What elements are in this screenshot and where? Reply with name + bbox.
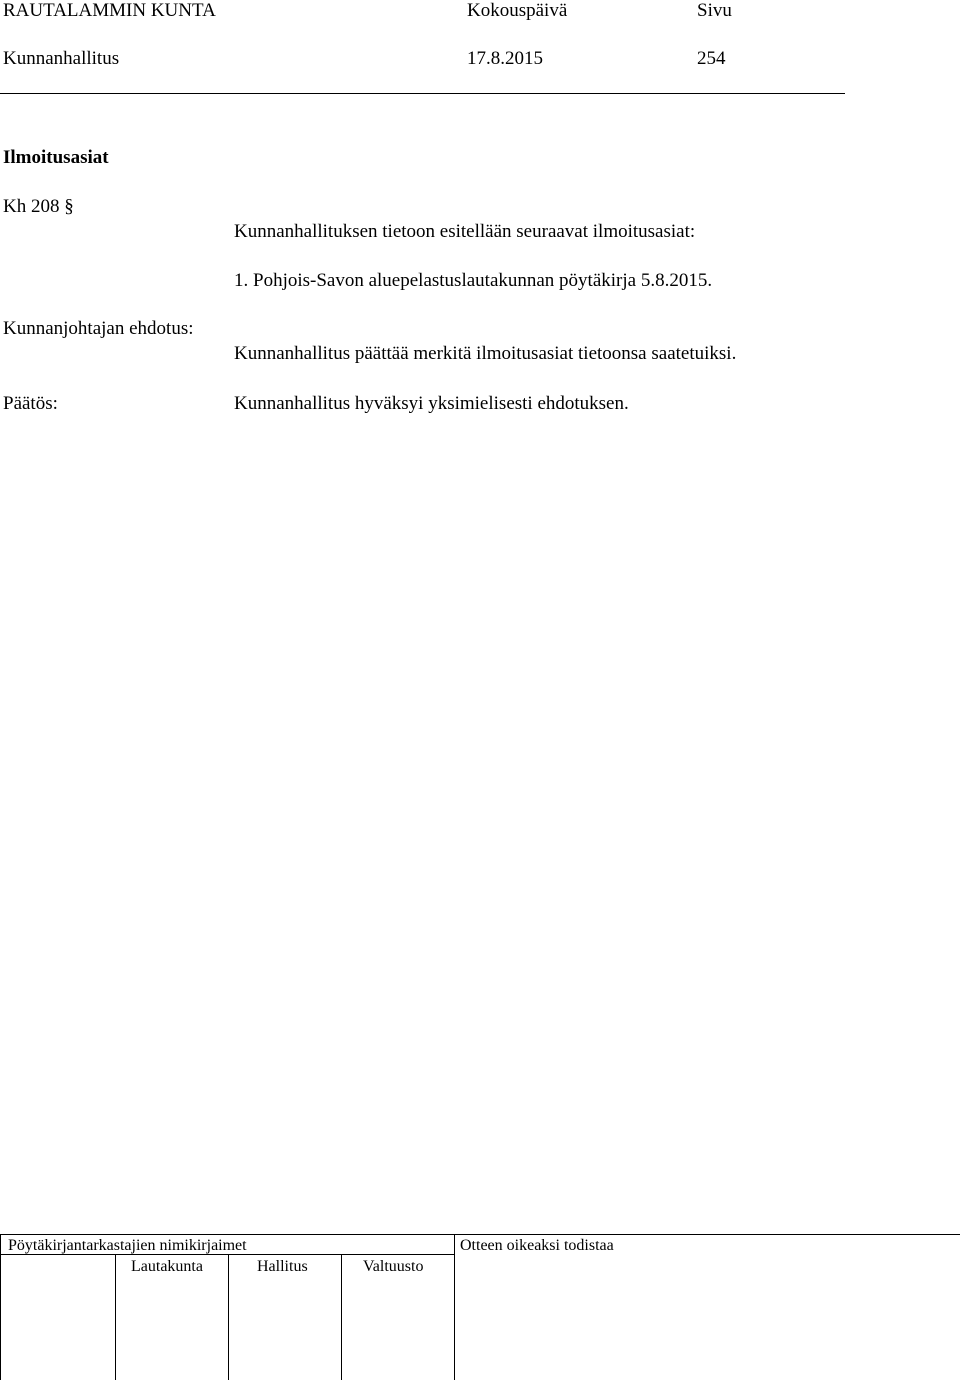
col-council-label: Valtuusto [363, 1258, 424, 1275]
footer-left-border [0, 1234, 1, 1380]
col-board-label: Lautakunta [131, 1258, 203, 1275]
decision-label: Päätös: [3, 393, 58, 414]
item-number: Kh 208 § [3, 196, 74, 217]
footer-divider-1 [115, 1254, 116, 1380]
header-divider [0, 93, 845, 94]
meeting-date-label: Kokouspäivä [467, 0, 568, 21]
decision-text: Kunnanhallitus hyväksyi yksimielisesti ehdotuksen. [234, 393, 629, 414]
page-label: Sivu [697, 0, 732, 21]
proposal-label: Kunnanjohtajan ehdotus: [3, 318, 194, 339]
intro-text: Kunnanhallituksen tietoon esitellään seuraavat ilmoitusasiat: [234, 221, 696, 242]
proposal-text: Kunnanhallitus päättää merkitä ilmoitusasiat tietoonsa saatetuiksi. [234, 343, 737, 364]
footer-divider-3 [341, 1254, 342, 1380]
list-item: 1. Pohjois-Savon aluepelastuslautakunnan pöytäkirja 5.8.2015. [234, 270, 713, 291]
organ-name: Kunnanhallitus [3, 48, 120, 69]
certify-label: Otteen oikeaksi todistaa [460, 1237, 614, 1254]
initials-label: Pöytäkirjantarkastajien nimikirjaimet [8, 1237, 247, 1254]
section-title: Ilmoitusasiat [3, 147, 109, 168]
col-government-label: Hallitus [257, 1258, 308, 1275]
municipality-name: RAUTALAMMIN KUNTA [3, 0, 216, 21]
meeting-date: 17.8.2015 [467, 48, 543, 69]
footer-signature-table [0, 1234, 960, 1380]
page-number: 254 [697, 48, 726, 69]
footer-top-line [0, 1234, 960, 1235]
footer-column-divider [454, 1234, 455, 1380]
footer-divider-2 [228, 1254, 229, 1380]
